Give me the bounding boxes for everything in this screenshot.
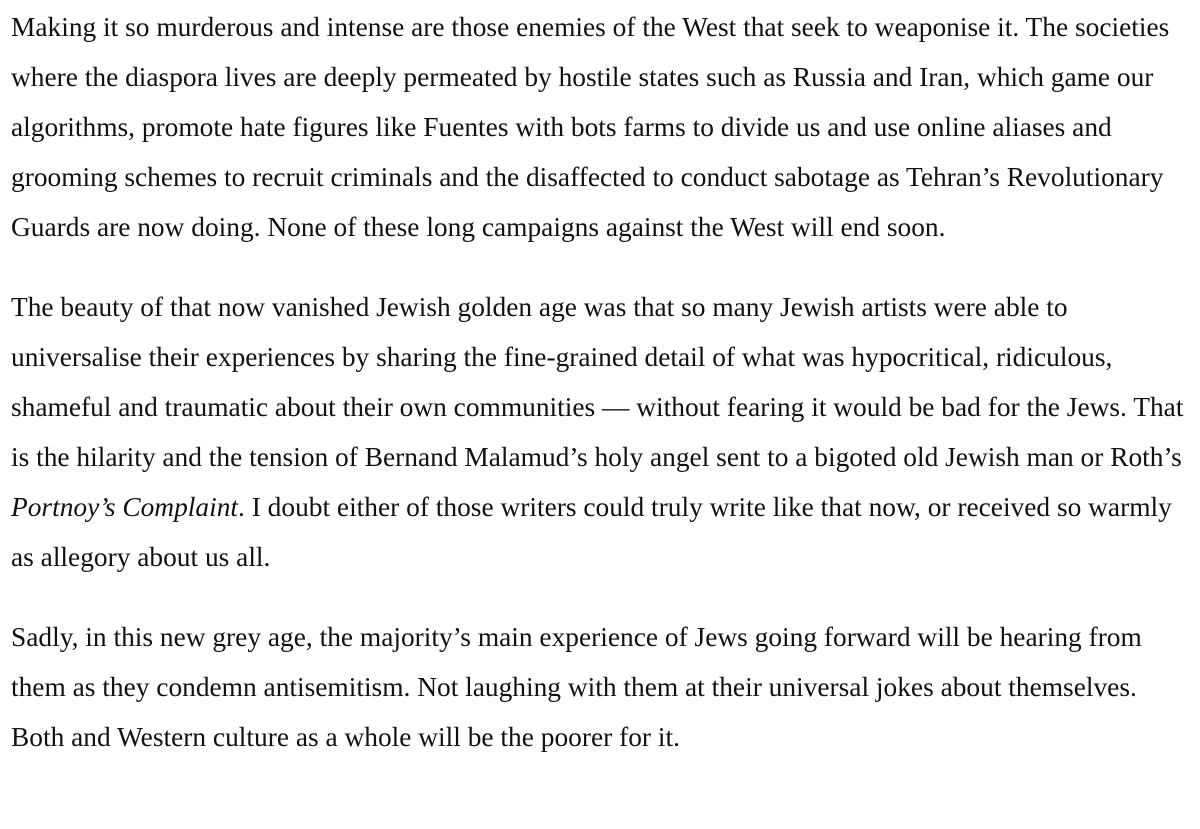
book-title: Portnoy’s Complaint <box>11 492 239 522</box>
paragraph-2-text-end: . I doubt either of those writers could truly write like that now, or received so warmly as allegory about us all. <box>11 492 1172 572</box>
paragraph-2-text-start: The beauty of that now vanished Jewish golden age was that so many Jewish artists were able to universalise their experiences by sharing the fine-grained detail of what was hypocritical, ridiculous, shameful and traumatic about their own communities — without fearing it would be bad for the Jews. That is the hilarity and the tension of Bernand Malamud’s holy angel sent to a bigoted old Jewish man or Roth’s <box>11 292 1184 472</box>
article-body <box>11 2 1191 762</box>
paragraph-3: Sadly, in this new grey age, the majority’s main experience of Jews going forward will be hearing from them as they condemn antisemitism. Not laughing with them at their universal jokes about themselves. Both and Western culture as a whole will be the poorer for it. <box>11 622 1142 752</box>
paragraph-2 <box>11 282 1191 582</box>
paragraph-1: Making it so murderous and intense are those enemies of the West that seek to weaponise it. The societies where the diaspora lives are deeply permeated by hostile states such as Russia and Iran, which game our algorithms, promote hate figures like Fuentes with bots farms to divide us and use online aliases and grooming schemes to recruit criminals and the disaffected to conduct sabotage as Tehran’s Revolutionary Guards are now doing. None of these long campaigns against the West will end soon. <box>11 12 1170 242</box>
